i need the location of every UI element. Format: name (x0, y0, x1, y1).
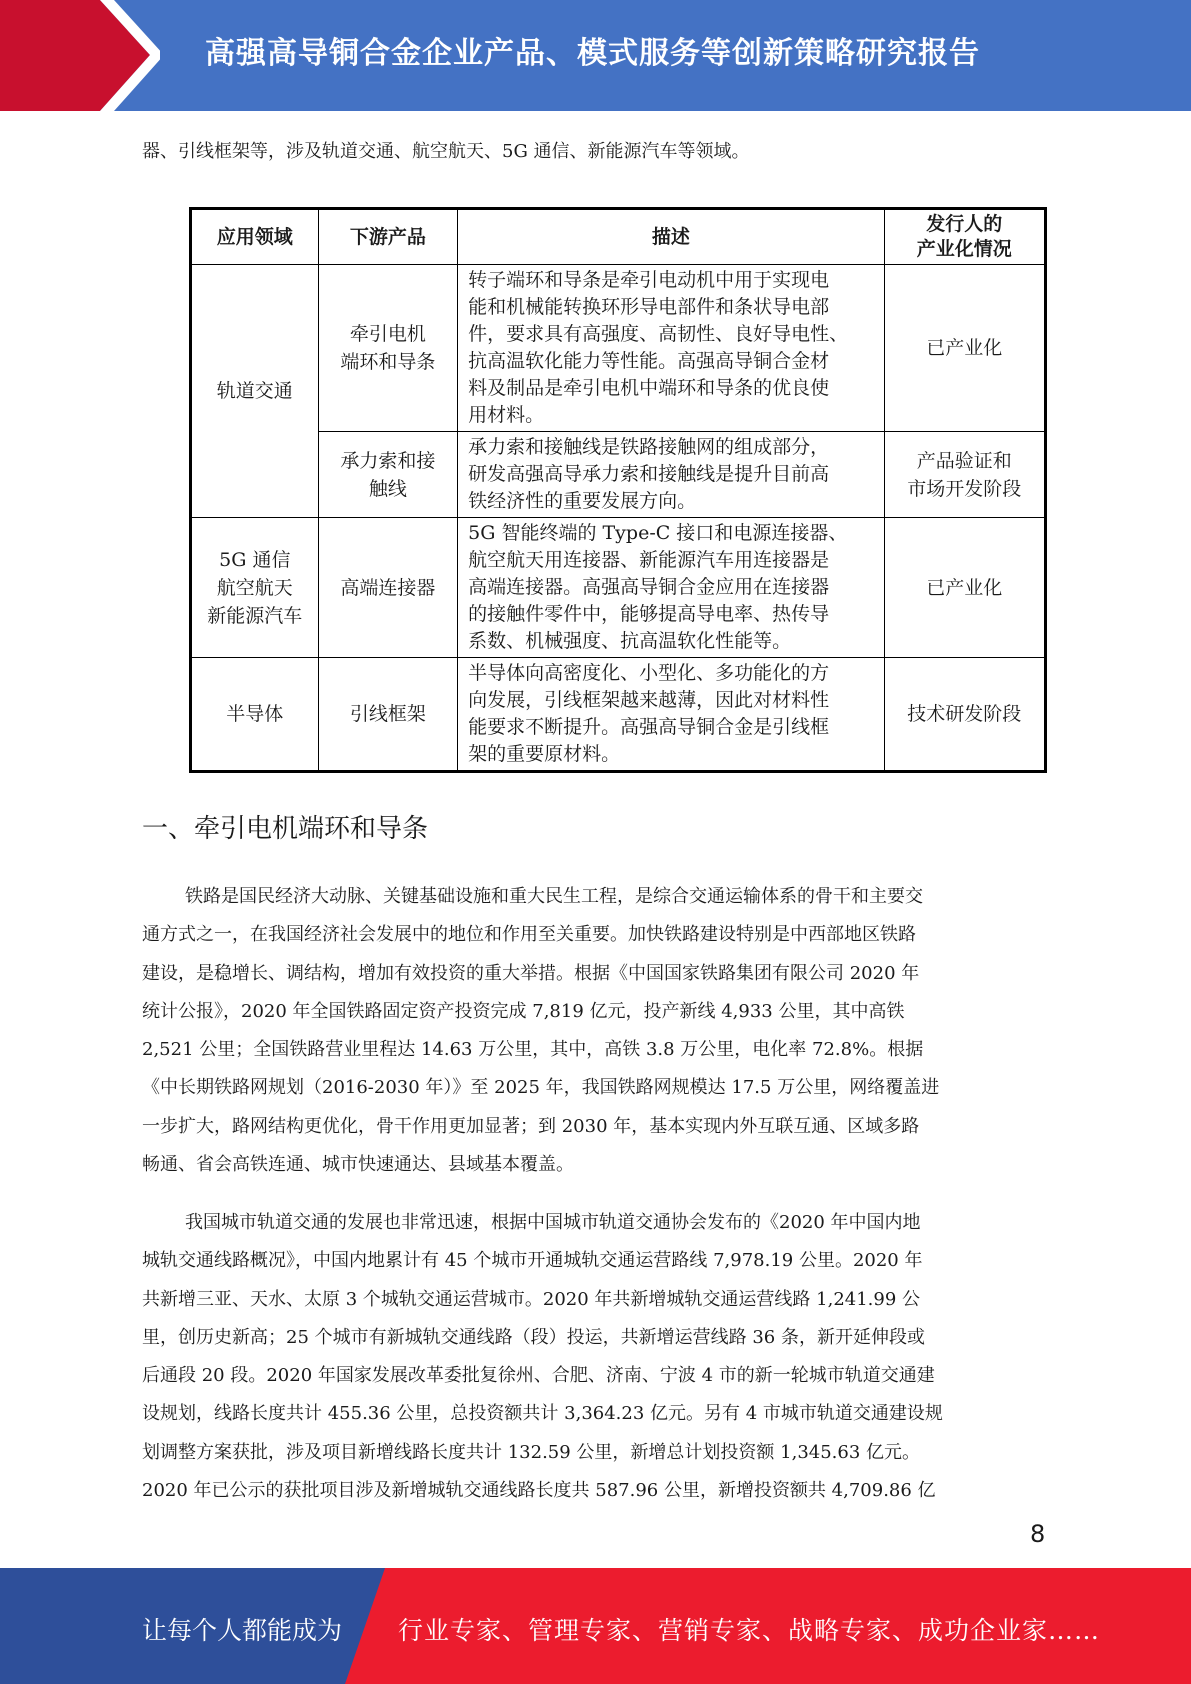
field-line: 5G 通信 (219, 548, 291, 571)
cell-field: 轨道交通 (191, 265, 319, 518)
desc-line: 高端连接器。高强高导铜合金应用在连接器 (468, 576, 830, 598)
desc-line: 抗高温软化能力等性能。高强高导铜合金材 (468, 350, 830, 372)
product-line: 牵引电机 (349, 323, 426, 345)
text-line: 铁路是国民经济大动脉、关键基础设施和重大民生工程，是综合交通运输体系的骨干和主要交 (185, 886, 923, 907)
table-row (191, 518, 1046, 658)
cell-status: 已产业化 (884, 518, 1045, 658)
header-description: 描述 (458, 209, 884, 265)
cell-product: 高端连接器 (318, 518, 458, 658)
cell-status: 技术研发阶段 (884, 658, 1045, 772)
text-line: 2020 年已公示的获批项目涉及新增城轨交通线路长度共 587.96 公里，新增投资额共 4,709.86 亿 (142, 1480, 936, 1502)
field-line: 新能源汽车 (207, 604, 303, 627)
product-line: 承力索和接 (340, 449, 436, 472)
cell-description (458, 518, 884, 658)
text-line: 《中长期铁路网规划（2016-2030 年）》至 2025 年，我国铁路网规模达 17.5 万公里，网络覆盖进 (142, 1077, 940, 1099)
product-line: 端环和导条 (340, 351, 436, 373)
table-header-row (191, 209, 1046, 265)
desc-line: 料及制品是牵引电机中端环和导条的优良使 (468, 377, 830, 399)
header-status-line-1: 发行人的 (926, 213, 1003, 235)
header-status (884, 209, 1045, 265)
desc-line: 5G 智能终端的 Type-C 接口和电源连接器、 (468, 522, 848, 544)
text-line: 统计公报》，2020 年全国铁路固定资产投资完成 7,819 亿元，投产新线 4,933 公里，其中高铁 (142, 1000, 905, 1022)
desc-line: 用材料。 (468, 404, 545, 426)
text-line: 城轨交通线路概况》，中国内地累计有 45 个城市开通城轨交通运营路线 7,978.19 公里。2020 年 (142, 1250, 923, 1272)
table-row (191, 432, 1046, 518)
table-row (191, 658, 1046, 772)
desc-line: 件，要求具有高强度、高韧性、良好导电性、 (468, 323, 849, 345)
desc-line: 系数、机械强度、抗高温软化性能等。 (468, 630, 792, 652)
desc-line: 航空航天用连接器、新能源汽车用连接器是 (468, 549, 830, 571)
footer-slogan-left: 让每个人都能成为 (142, 1616, 343, 1645)
cell-status (884, 432, 1045, 518)
desc-line: 半导体向高密度化、小型化、多功能化的方 (468, 662, 830, 684)
cell-description (458, 658, 884, 772)
cell-product (318, 432, 458, 518)
text-line: 我国城市轨道交通的发展也非常迅速，根据中国城市轨道交通协会发布的《2020 年中国内地 (185, 1212, 921, 1233)
text-line: 设规划，线路长度共计 455.36 公里，总投资额共计 3,364.23 亿元。另有 4 市城市轨道交通建设规 (142, 1403, 943, 1425)
desc-line: 能要求不断提升。高强高导铜合金是引线框 (468, 716, 830, 738)
text-line: 后通段 20 段。2020 年国家发展改革委批复徐州、合肥、济南、宁波 4 市的新一轮城市轨道交通建 (142, 1365, 935, 1387)
footer-slogan-right: 行业专家、管理专家、营销专家、战略专家、成功企业家…… (398, 1616, 1101, 1645)
text-line: 畅通、省会高铁连通、城市快速通达、县域基本覆盖。 (142, 1154, 574, 1176)
cell-field: 半导体 (191, 658, 319, 772)
status-line: 市场开发阶段 (907, 477, 1022, 500)
intro-text: 器、引线框架等，涉及轨道交通、航空航天、5G 通信、新能源汽车等领域。 (142, 141, 750, 162)
text-line: 2,521 公里；全国铁路营业里程达 14.63 万公里，其中，高铁 3.8 万公里，电化率 72.8%。根据 (142, 1039, 924, 1061)
header-field: 应用领域 (191, 209, 319, 265)
header-product: 下游产品 (318, 209, 458, 265)
application-table (189, 207, 1047, 773)
section-title: 一、牵引电机端环和导条 (142, 814, 429, 844)
page-header (0, 0, 1191, 111)
text-line: 里，创历史新高；25 个城市有新城轨交通线路（段）投运，共新增运营线路 36 条，新开延伸段或 (142, 1326, 925, 1348)
cell-description (458, 432, 884, 518)
field-line: 航空航天 (216, 576, 293, 599)
desc-line: 架的重要原材料。 (468, 743, 621, 765)
text-line: 通方式之一，在我国经济社会发展中的地位和作用至关重要。加快铁路建设特别是中西部地区铁路 (142, 924, 916, 946)
cell-status: 已产业化 (884, 265, 1045, 432)
chevron-logo-icon (0, 0, 160, 111)
report-title: 高强高导铜合金企业产品、模式服务等创新策略研究报告 (205, 36, 980, 71)
status-line: 产品验证和 (916, 449, 1012, 472)
text-line: 共新增三亚、天水、太原 3 个城轨交通运营城市。2020 年共新增城轨交通运营线路 1,241.99 公 (142, 1288, 921, 1310)
page-number: 8 (1030, 1520, 1046, 1548)
product-line: 触线 (368, 477, 407, 500)
desc-line: 的接触件零件中，能够提高导电率、热传导 (468, 603, 830, 625)
text-line: 建设，是稳增长、调结构，增加有效投资的重大举措。根据《中国国家铁路集团有限公司 2020 年 (142, 962, 920, 984)
desc-line: 能和机械能转换环形导电部件和条状导电部 (468, 296, 830, 318)
header-status-line-2: 产业化情况 (916, 238, 1012, 260)
desc-line: 铁经济性的重要发展方向。 (468, 490, 697, 512)
desc-line: 转子端环和导条是牵引电动机中用于实现电 (468, 269, 830, 291)
cell-product: 引线框架 (318, 658, 458, 772)
paragraph-railway (142, 878, 1050, 1184)
paragraph-urban-rail (142, 1204, 1050, 1510)
cell-description (458, 265, 884, 432)
desc-line: 承力索和接触线是铁路接触网的组成部分， (468, 436, 830, 458)
page-footer (0, 1568, 1191, 1684)
cell-product (318, 265, 458, 432)
cell-field (191, 518, 319, 658)
desc-line: 研发高强高导承力索和接触线是提升目前高 (468, 463, 830, 485)
text-line: 一步扩大，路网结构更优化，骨干作用更加显著；到 2030 年，基本实现内外互联互通、区域多路 (142, 1115, 920, 1137)
text-line: 划调整方案获批，涉及项目新增线路长度共计 132.59 公里，新增总计划投资额 1,345.63 亿元。 (142, 1441, 921, 1463)
table-row (191, 265, 1046, 432)
desc-line: 向发展，引线框架越来越薄，因此对材料性 (468, 689, 830, 711)
